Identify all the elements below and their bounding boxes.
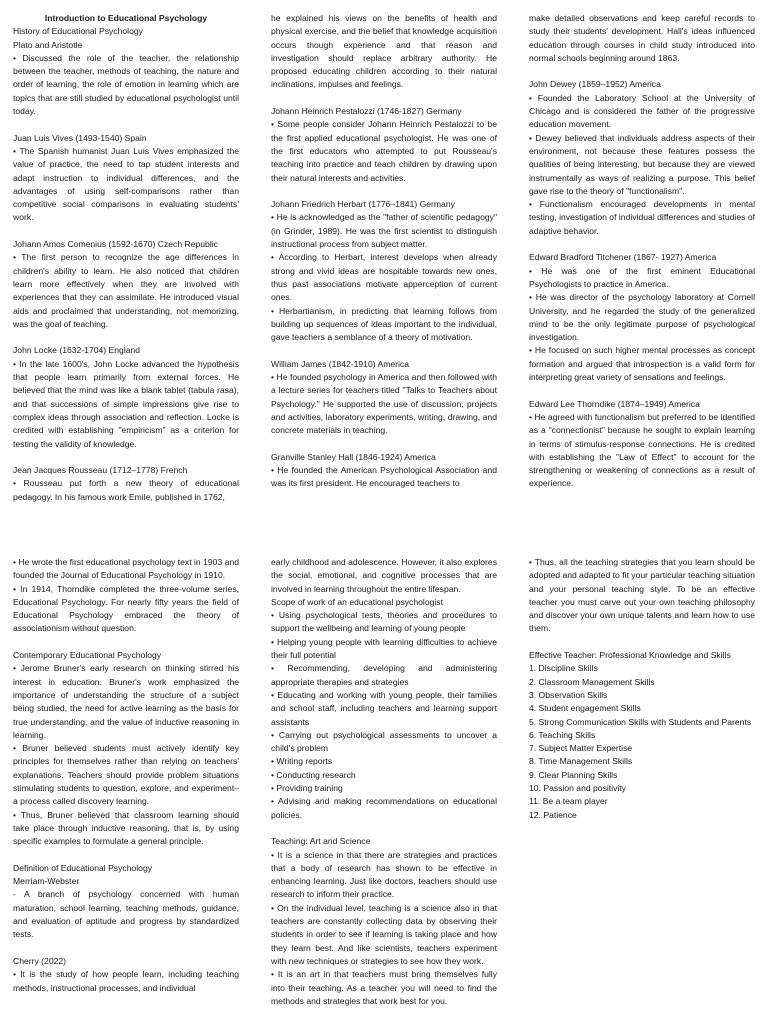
section-heading: History of Educational Psychology (13, 26, 143, 37)
paragraph: • According to Herbart, interest develops when already strong and vivid ideas are hospitable towards new ones, thus past associations motivate apperception of current ones. (271, 252, 497, 303)
page-divider (0, 541, 768, 542)
column-3 (529, 12, 755, 530)
paragraph: • Dewey believed that individuals address aspects of their environment, not because these features possess the qualities of being interesting, but because they are viewed instrumentally as ways of realizing a purpose. This belief gave rise to the theory of "functionalism". (529, 132, 755, 196)
section-heading: Johann Friedrich Herbart (1776–1841) Germany (271, 199, 455, 210)
column-5 (271, 556, 497, 1024)
paragraph: • Advising and making recommendations on educational policies. (271, 796, 497, 820)
section-heading: Johann Amos Comenius (1592-1670) Czech Republic (13, 239, 218, 250)
paragraph: • In the late 1600's, John Locke advanced the hypothesis that people learn primarily from external forces. He believed that the mind was like a blank tablet (tabula rasa), and that successions of simple impressions give rise to complex ideas through association and reflection. Locke is credited with establishing "empiricism" as a criterion for testing the validity of knowledge. (13, 358, 239, 449)
paragraph: • Using psychological tests, theories and procedures to support the wellbeing and learning of young people (271, 610, 497, 634)
section-heading: Definition of Educational Psychology (13, 862, 153, 873)
column-2 (271, 12, 497, 530)
paragraph: 4. Student engagement Skills (529, 703, 641, 714)
paragraph: 7. Subject Matter Expertise (529, 743, 633, 754)
paragraph: • Bruner believed students must actively identify key principles for themselves rather than relying on teachers' explanations. Teachers should provide problem situations stimulating students to question, explore, and experiment–a process called discovery learning. (13, 743, 239, 807)
section-heading: Merriam-Webster (13, 876, 80, 887)
paragraph: - A branch of psychology concerned with human maturation, school learning, teaching methods, guidance, and evaluation of aptitude and progress by standardized tests. (13, 889, 239, 940)
paragraph: • Founded the Laboratory School at the University of Chicago and is considered the father of the progressive education movement. (529, 92, 755, 130)
paragraph: • The Spanish humanist Juan Luis Vives emphasized the value of practice, the need to tap student interests and adapt instruction to individual differences, and the advantages of using self-comparisons rather than competitive social comparisons in evaluating students' work. (13, 145, 239, 223)
section-heading: Granville Stanley Hall (1846-1924) America (271, 451, 436, 462)
paragraph: 9. Clear Planning Skills (529, 769, 618, 780)
paragraph: • He wrote the first educational psychology text in 1903 and founded the Journal of Educational Psychology in 1910. (13, 557, 239, 581)
paragraph: • Writing reports (271, 756, 333, 767)
section-heading: Contemporary Educational Psychology (13, 650, 162, 661)
paragraph: • Functionalism encouraged developments in mental testing, investigation of individual differences and studies of adaptive behavior. (529, 199, 755, 236)
paragraph: • On the individual level, teaching is a science also in that teachers are constantly collecting data by observing their students in order to see if learning is taking place and how they learn best. And like scientists, teachers experiment with new techniques or strategies to see how they work. (271, 902, 497, 966)
paragraph: • It is a science in that there are strategies and practices that a body of research has shown to be effective in enhancing learning. Just like doctors, teachers should use research to inform their practice. (271, 849, 497, 900)
paragraph: • Some people consider Johann Heinrich Pestalozzi to be the first applied educational psychologist. He was one of the first educators who attempted to put Rousseau's teaching into practice and teach children by drawing upon their natural interests and activities. (271, 119, 497, 183)
paragraph: • Recommending, developing and administering appropriate therapies and strategies (271, 663, 497, 687)
paragraph: he explained his views on the benefits of health and physical exercise, and the belief that knowledge acquisition occurs though experience and that reason and investigation should replace arbitrary authority. He proposed educating children according to their natural inclinations, impulses and feelings. (271, 13, 497, 90)
section-heading: Effective Teacher: Professional Knowledge and Skills (529, 650, 731, 661)
section-heading: Plato and Aristotle (13, 39, 83, 50)
section-heading: Johann Heinrich Pestalozzi (1746-1827) Germany (271, 106, 462, 117)
paragraph: • He was director of the psychology laboratory at Cornell University, and he regarded the study of the generalized mind to be the only legitimate purpose of psychological investigation. (529, 292, 755, 343)
section-heading: Juan Luis Vives (1493-1540) Spain (13, 132, 147, 143)
paragraph: • Educating and working with young people, their families and school staff, including teachers and learning support assistants (271, 689, 497, 727)
paragraph: • He is acknowledged as the "father of scientific pedagogy" (in Grinder, 1989). He was the first scientist to distinguish instructional process from subject matter. (271, 212, 497, 250)
paragraph: • Jerome Bruner's early research on thinking stirred his interest in education. Bruner's work emphasized the importance of understanding the structure of a subject being studied, the need for active learning as the basis for true understanding, and the value of inductive reasoning in learning. (13, 663, 239, 740)
paragraph: 5. Strong Communication Skills with Students and Parents (529, 716, 752, 727)
paragraph: • It is an art in that teachers must bring themselves fully into their teaching. As a teacher you will need to find the methods and strategies that work best for you. (271, 969, 497, 1006)
paragraph: • Thus, all the teaching strategies that you learn should be adopted and adapted to fit your particular teaching situation and your personal teaching style. To be an effective teacher you must carve out your own teaching philosophy and discover your own unique talents and learn how to use them. (529, 557, 755, 634)
paragraph: 1. Discipline Skills (529, 663, 598, 674)
document-title: Introduction to Educational Psychology (44, 13, 208, 23)
paragraph: 2. Classroom Management Skills (529, 676, 655, 687)
paragraph: • He founded psychology in America and then followed with a lecture series for teachers titled "Talks to Teachers about Psychology." He supported the use of discussion, projects and activities, laboratory experiments, writing, drawing, and concrete materials in teaching. (271, 372, 497, 436)
paragraph: • Conducting research (271, 769, 356, 780)
paragraph: • He was one of the first eminent Educational Psychologists to practice in America. (529, 265, 755, 289)
paragraph: • Thus, Bruner believed that classroom learning should take place through inductive reasoning, that is, by using specific examples to formulate a general principle. (13, 809, 239, 847)
section-heading: Edward Bradford Titchener (1867- 1927) America (529, 252, 717, 263)
section-heading: Scope of work of an educational psychologist (271, 596, 443, 607)
column-1 (13, 12, 239, 530)
section-heading: Teaching: Art and Science (271, 836, 371, 847)
paragraph: • Rousseau put forth a new theory of educational pedagogy. In his famous work Emile, published in 1762, (13, 478, 239, 502)
paragraph: make detailed observations and keep careful records to study their students' development. Hall's ideas influenced education through courses in child study introduced into normal schools beginning around 1863. (529, 13, 755, 63)
paragraph: • Providing training (271, 783, 343, 794)
paragraph: 6. Teaching Skills (529, 729, 596, 740)
section-heading: Jean Jacques Rousseau (1712–1778) French (13, 465, 188, 476)
section-heading: Cherry (2022) (13, 955, 67, 966)
paragraph: early childhood and adolescence. However, it also explores the social, emotional, and cognitive processes that are involved in learning throughout the entire lifespan. (271, 557, 497, 594)
paragraph: • Herbartianism, in predicting that learning follows from building up sequences of ideas important to the individual, gave teachers a semblance of a theory of motivation. (271, 305, 497, 343)
paragraph: • The first person to recognize the age differences in children's ability to learn. He also noticed that children learn more effectively when they are involved with experiences that they can assimilate. He introduced visual aids and proclaimed that understanding, not memorizing, was the goal of teaching. (13, 252, 239, 329)
paragraph: 3. Observation Skills (529, 689, 608, 700)
paragraph: 11. Be a team player (529, 796, 608, 807)
section-heading: William James (1842-1910) America (271, 358, 410, 369)
section-heading: John Dewey (1859–1952) America (529, 79, 661, 90)
paragraph: • Discussed the role of the teacher, the relationship between the teacher, methods of teaching, the nature and order of learning, the role of emotion in learning which are topics that are still studied by educational psychologist until today. (13, 52, 239, 117)
column-6 (529, 556, 755, 1024)
paragraph: • In 1914, Thorndike completed the three-volume series, Educational Psychology. For nearly fifty years the field of Educational Psychology embraced the theory of associationism without question. (13, 583, 239, 634)
paragraph: • He focused on such higher mental processes as concept formation and argued that introspection is a valid form for interpreting great variety of sensations and feelings. (529, 345, 755, 383)
paragraph: • Carrying out psychological assessments to uncover a child's problem (271, 729, 497, 754)
paragraph: 8. Time Management Skills (529, 756, 633, 767)
paragraph: • Helping young people with learning difficulties to achieve their full potential (271, 636, 497, 661)
paragraph: 10. Passion and positivity (529, 783, 626, 794)
paragraph: • He agreed with functionalism but preferred to be identified as a "connectionist" because he sought to explain learning in terms of stimulus-response connections. He is credited with establishing the "Law of Effect" to account for the strengthening or weakening of connections as a result of experience. (529, 411, 755, 489)
column-4 (13, 556, 239, 1024)
paragraph: 12. Patience (529, 809, 577, 820)
paragraph: • It is the study of how people learn, including teaching methods, instructional processes, and individual (13, 969, 239, 993)
section-heading: Edward Lee Thorndike (1874–1949) America (529, 398, 700, 409)
section-heading: John Locke (1632-1704) England (13, 345, 141, 356)
paragraph: • He founded the American Psychological Association and was its first president. He encouraged teachers to (271, 465, 497, 489)
